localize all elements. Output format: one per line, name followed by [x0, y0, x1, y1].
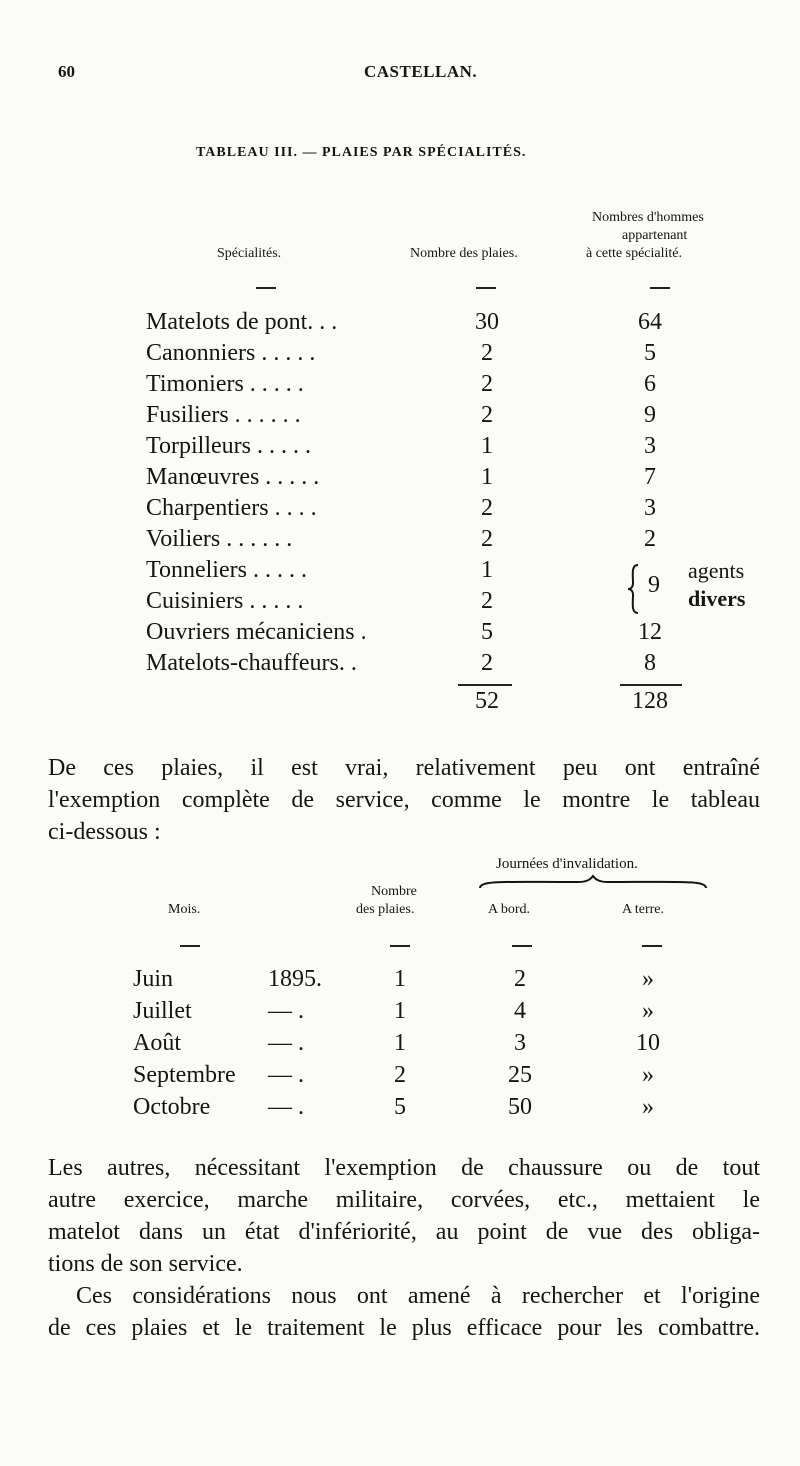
header-terre: A terre. [622, 902, 664, 917]
header-nombre-plaies: Nombre des plaies. [410, 246, 518, 261]
plaies-count: 2 [481, 526, 493, 552]
specialite-name: Cuisiniers . . . . . [146, 588, 304, 614]
hommes-count: 12 [638, 619, 662, 645]
specialite-name: Canonniers . . . . . [146, 340, 316, 366]
plaies-count: 30 [475, 309, 499, 335]
plaies-count: 2 [481, 588, 493, 614]
header-hommes-line2: appartenant [622, 228, 688, 243]
table-row [0, 309, 800, 340]
specialite-name: Fusiliers . . . . . . [146, 402, 301, 428]
brace-icon [626, 563, 642, 615]
hommes-count: 5 [644, 340, 656, 366]
journees-terre: 10 [636, 1030, 660, 1056]
plaies-count: 1 [481, 464, 493, 490]
paragraph-considerations [48, 1280, 760, 1344]
hommes-count: 8 [644, 650, 656, 676]
nombre-plaies: 5 [394, 1094, 406, 1120]
brace-horizontal-icon [478, 874, 708, 890]
table-row [0, 371, 800, 402]
hommes-count: 6 [644, 371, 656, 397]
table-row [0, 433, 800, 464]
total-rule [458, 684, 512, 686]
mois-annee: — . [268, 998, 304, 1024]
table-row [0, 588, 800, 619]
grouped-hommes-count: 9 [648, 572, 660, 598]
grouped-label-divers: divers [688, 586, 746, 611]
table-row [0, 526, 800, 557]
plaies-count: 2 [481, 371, 493, 397]
journees-terre: » [642, 1094, 654, 1120]
specialite-name: Manœuvres . . . . . [146, 464, 320, 490]
specialite-name: Charpentiers . . . . [146, 495, 317, 521]
nombre-plaies: 2 [394, 1062, 406, 1088]
table-row [0, 1094, 800, 1124]
grouped-label-agents: agents [688, 558, 745, 583]
plaies-count: 2 [481, 495, 493, 521]
journees-terre: » [642, 998, 654, 1024]
paragraph-line: Les autres, nécessitant l'exemption de chaussure ou de tout [48, 1155, 760, 1181]
mois-name: Octobre [133, 1094, 211, 1120]
hommes-count: 3 [644, 433, 656, 459]
paragraph-line: autre exercice, marche militaire, corvées, etc., mettaient le [48, 1187, 760, 1213]
nombre-plaies: 1 [394, 998, 406, 1024]
header-dash [256, 287, 276, 289]
hommes-count: 64 [638, 309, 662, 335]
nombre-plaies: 1 [394, 1030, 406, 1056]
table-row [0, 650, 800, 681]
mois-annee: — . [268, 1094, 304, 1120]
paragraph-line: ci-dessous : [48, 819, 161, 845]
header-dash [512, 945, 532, 947]
header-hommes-line3: à cette spécialité. [586, 246, 682, 261]
header-dash [476, 287, 496, 289]
plaies-count: 5 [481, 619, 493, 645]
table-row [0, 340, 800, 371]
journees-bord: 25 [508, 1062, 532, 1088]
paragraph-autres [48, 1152, 760, 1280]
header-nombre-line1: Nombre [371, 884, 417, 899]
paragraph-line: Ces considérations nous ont amené à rechercher et l'origine [76, 1283, 760, 1309]
paragraph-intro [48, 752, 760, 848]
mois-name: Juin [133, 966, 174, 992]
specialite-name: Matelots-chauffeurs. . [146, 650, 357, 676]
journees-terre: » [642, 966, 654, 992]
header-nombre-line2: des plaies. [356, 902, 415, 917]
plaies-count: 2 [481, 650, 493, 676]
header-hommes-line1: Nombres d'hommes [592, 210, 704, 225]
table-row [0, 619, 800, 650]
hommes-count: 7 [644, 464, 656, 490]
paragraph-line: matelot dans un état d'infériorité, au point de vue des obliga- [48, 1219, 760, 1245]
header-dash [390, 945, 410, 947]
specialite-name: Tonneliers . . . . . [146, 557, 307, 583]
journees-bord: 2 [514, 966, 526, 992]
paragraph-line: tions de son service. [48, 1251, 243, 1277]
table-row [0, 402, 800, 433]
table-row [0, 998, 800, 1028]
paragraph-line: De ces plaies, il est vrai, relativement peu ont entraîné [48, 755, 760, 781]
table-row [0, 1062, 800, 1092]
header-dash [180, 945, 200, 947]
journees-terre: » [642, 1062, 654, 1088]
table-row [0, 966, 800, 996]
header-bord: A bord. [488, 902, 530, 917]
specialite-name: Torpilleurs . . . . . [146, 433, 311, 459]
plaies-count: 2 [481, 340, 493, 366]
specialite-name: Voiliers . . . . . . [146, 526, 293, 552]
mois-name: Juillet [133, 998, 192, 1024]
table-row [0, 464, 800, 495]
header-mois: Mois. [168, 902, 201, 917]
table-row [0, 495, 800, 526]
header-dash [650, 287, 670, 289]
table-row [0, 1030, 800, 1060]
mois-annee: — . [268, 1030, 304, 1056]
mois-annee: — . [268, 1062, 304, 1088]
hommes-count: 2 [644, 526, 656, 552]
paragraph-line: l'exemption complète de service, comme le montre le tableau [48, 787, 760, 813]
total-rule [620, 684, 682, 686]
journees-bord: 3 [514, 1030, 526, 1056]
mois-name: Septembre [133, 1062, 236, 1088]
journees-bord: 50 [508, 1094, 532, 1120]
hommes-count: 3 [644, 495, 656, 521]
header-journees: Journées d'invalidation. [496, 856, 638, 872]
table-row [0, 557, 800, 588]
mois-name: Août [133, 1030, 181, 1056]
nombre-plaies: 1 [394, 966, 406, 992]
hommes-count: 9 [644, 402, 656, 428]
total-plaies: 52 [475, 688, 499, 714]
header-dash [642, 945, 662, 947]
total-hommes: 128 [632, 688, 668, 714]
paragraph-line: de ces plaies et le traitement le plus efficace pour les combattre. [48, 1315, 760, 1341]
header-specialites: Spécialités. [217, 246, 282, 261]
mois-annee: 1895. [268, 966, 322, 992]
running-title: CASTELLAN. [364, 62, 478, 81]
plaies-count: 1 [481, 557, 493, 583]
specialite-name: Ouvriers mécaniciens . [146, 619, 367, 645]
specialite-name: Timoniers . . . . . [146, 371, 304, 397]
journees-bord: 4 [514, 998, 526, 1024]
plaies-count: 2 [481, 402, 493, 428]
table-title: TABLEAU III. — PLAIES PAR SPÉCIALITÉS. [196, 145, 527, 160]
page-number: 60 [58, 62, 75, 81]
plaies-count: 1 [481, 433, 493, 459]
specialite-name: Matelots de pont. . . [146, 309, 338, 335]
